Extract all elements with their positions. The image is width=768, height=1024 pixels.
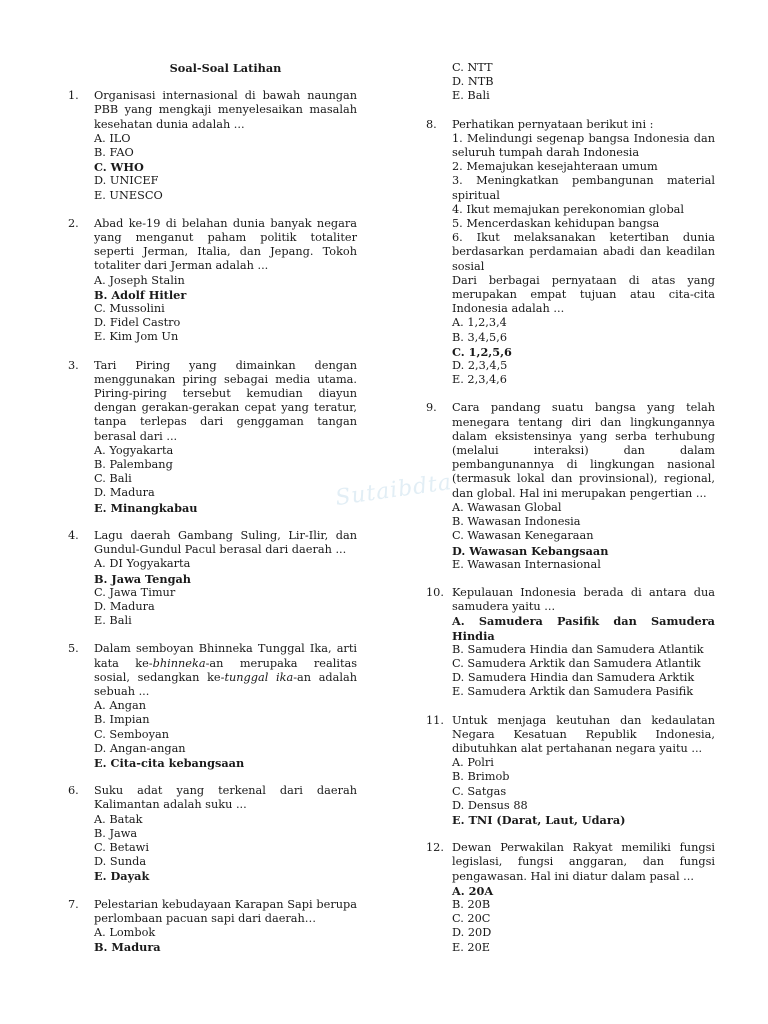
question-number: 10. <box>426 585 444 599</box>
question-1 <box>68 89 357 203</box>
question-number: 1. <box>68 89 79 103</box>
option-d: D. Fidel Castro <box>94 316 181 330</box>
option-d: D. Samudera Hindia dan Samudera Arktik <box>452 671 695 685</box>
statement-item: 5. Mencerdaskan kehidupan bangsa <box>452 217 660 231</box>
option-d: D. 2,3,4,5 <box>452 359 508 373</box>
question-3 <box>68 359 357 515</box>
option-d: D. Madura <box>94 486 155 500</box>
option-d: D. Densus 88 <box>452 798 528 812</box>
question-stem: Suku adat yang terkenal dari daerah Kalimantan adalah suku ... <box>94 784 357 812</box>
option-b: B. 20B <box>452 897 491 911</box>
page-title: Soal-Soal Latihan <box>169 61 282 75</box>
statement-item: 3. Meningkatkan pembangunan material spiritual <box>452 174 715 202</box>
option-c: C. 20C <box>452 912 491 926</box>
option-a: A. DI Yogyakarta <box>94 557 191 571</box>
option-e: E. Samudera Arktik dan Samudera Pasifik <box>452 685 694 699</box>
stem-text: -an adalah sebuah ... <box>94 670 358 698</box>
question-5 <box>68 642 357 770</box>
option-d: D. 20D <box>452 926 492 940</box>
question-number: 7. <box>68 897 79 911</box>
question-12 <box>426 841 715 955</box>
question-7 <box>68 898 357 955</box>
option-b: B. Brimob <box>452 770 510 784</box>
option-a-answer: A. 20A <box>452 883 494 898</box>
left-column <box>68 61 357 968</box>
question-4 <box>68 529 357 628</box>
option-c-answer: C. 1,2,5,6 <box>452 344 512 359</box>
option-e: E. Bali <box>94 614 132 628</box>
question-stem: Cara pandang suatu bangsa yang telah menegara tentang diri dan lingkungannya dalam eksistensinya yang serba terhubung (melalui interaksi) dan dalam pembangunannya di lingkungan nasional (termasuk lokal dan provinsional), regional, dan global. Hal ini merupakan pengertian ... <box>452 401 715 500</box>
option-c: C. Samudera Arktik dan Samudera Atlantik <box>452 656 701 670</box>
option-b: B. FAO <box>94 146 134 160</box>
option-a: A. 1,2,3,4 <box>452 316 507 330</box>
option-a: A. ILO <box>94 131 131 145</box>
option-b-answer: B. Madura <box>94 940 161 955</box>
question-6 <box>68 784 357 883</box>
option-b: B. Wawasan Indonesia <box>452 515 581 529</box>
option-c-answer: C. WHO <box>94 160 144 175</box>
option-a-answer: A. Samudera Pasifik dan Samudera Hindia <box>452 614 715 643</box>
option-c: C. NTT <box>452 61 493 74</box>
question-number: 6. <box>68 784 79 798</box>
option-b: B. Palembang <box>94 458 173 472</box>
option-c: C. Betawi <box>94 840 149 854</box>
question-stem: Untuk menjaga keutuhan dan kedaulatan Negara Kesatuan Republik Indonesia, dibutuhkan alat pertahanan negara yaitu ... <box>452 713 715 755</box>
option-e: E. UNESCO <box>94 188 163 202</box>
question-9 <box>426 401 715 571</box>
watermark: Sutaibdta <box>333 469 454 512</box>
question-number: 11. <box>426 713 444 727</box>
option-e: E. Bali <box>452 89 490 103</box>
option-e-answer: E. Dayak <box>94 869 150 884</box>
option-e-answer: E. TNI (Darat, Laut, Udara) <box>452 812 626 827</box>
question-stem: Abad ke-19 di belahan dunia banyak negara yang menganut paham politik totaliter seperti Jerman, Italia, dan Jepang. Tokoh totaliter dari Jerman adalah ... <box>94 216 357 273</box>
option-b: B. Samudera Hindia dan Samudera Atlantik <box>452 642 704 656</box>
question-7-continued <box>452 61 715 104</box>
question-number: 12. <box>426 841 444 855</box>
statement-item: 6. Ikut melaksanakan ketertiban dunia berdasarkan perdamaian abadi dan keadilan sosial <box>452 231 715 273</box>
question-stem: Kepulauan Indonesia berada di antara dua samudera yaitu ... <box>452 585 715 614</box>
option-b-answer: B. Adolf Hitler <box>94 287 187 302</box>
question-stem: Organisasi internasional di bawah naungan PBB yang mengkaji menyelesaikan masalah kesehatan dunia adalah ... <box>94 89 357 131</box>
question-11 <box>426 714 715 828</box>
option-a: A. Wawasan Global <box>452 500 562 514</box>
option-b: B. Jawa <box>94 826 138 840</box>
option-d: D. UNICEF <box>94 174 159 188</box>
statement-item: 2. Memajukan kesejahteraan umum <box>452 160 658 174</box>
option-a: A. Lombok <box>94 925 156 939</box>
question-10 <box>426 586 715 700</box>
question-stem: Lagu daerah Gambang Suling, Lir-Ilir, dan Gundul-Gundul Pacul berasal dari daerah ... <box>94 528 357 557</box>
question-number: 4. <box>68 528 79 542</box>
stem-term-tunggal-ika: tunggal ika <box>224 670 294 684</box>
question-number: 3. <box>68 358 79 372</box>
option-c: C. Satgas <box>452 784 507 798</box>
question-8 <box>426 118 715 388</box>
question-stem: Pelestarian kebudayaan Karapan Sapi berupa perlombaan pacuan sapi dari daerah… <box>94 897 357 925</box>
option-d: D. Sunda <box>94 855 147 869</box>
option-d: D. NTB <box>452 75 494 89</box>
question-number: 9. <box>426 401 437 415</box>
option-c: C. Wawasan Kenegaraan <box>452 529 594 543</box>
option-e-answer: E. Minangkabau <box>94 500 198 515</box>
question-stem: Dewan Perwakilan Rakyat memiliki fungsi legislasi, fungsi anggaran, dan fungsi pengawasan. Hal ini diatur dalam pasal ... <box>452 841 715 883</box>
option-a: A. Batak <box>94 812 143 826</box>
option-d-answer: D. Wawasan Kebangsaan <box>452 543 609 558</box>
option-a: A. Angan <box>94 699 147 713</box>
option-b: B. 3,4,5,6 <box>452 330 508 344</box>
option-e: E. Kim Jom Un <box>94 330 179 344</box>
option-d: D. Angan-angan <box>94 741 186 755</box>
option-c: C. Semboyan <box>94 727 169 741</box>
statement-item: 1. Melindungi segenap bangsa Indonesia dan seluruh tumpah darah Indonesia <box>452 131 715 160</box>
question-number: 8. <box>426 117 437 131</box>
question-stem <box>94 642 357 699</box>
statement-item: 4. Ikut memajukan perekonomian global <box>452 202 685 216</box>
option-e: E. 2,3,4,6 <box>452 373 507 387</box>
question-stem: Perhatikan pernyataan berikut ini : <box>452 117 654 131</box>
question-2 <box>68 217 357 345</box>
option-b-answer: B. Jawa Tengah <box>94 571 191 586</box>
question-stem: Tari Piring yang dimainkan dengan menggunakan piring sebagai media utama. Piring-piring tersebut kemudian diayun dengan gerakan-gerakan cepat yang teratur, tanpa terlepas dari genggaman tangan berasal dari ... <box>94 358 357 443</box>
right-column <box>426 61 715 969</box>
option-a: A. Yogyakarta <box>94 443 174 457</box>
stem-text: -an merupaka realitas sosial, sedangkan ke- <box>94 656 358 684</box>
option-b: B. Impian <box>94 713 150 727</box>
option-e: E. 20E <box>452 940 491 954</box>
question-stem-followup: Dari berbagai pernyataan di atas yang merupakan empat tujuan atau cita-cita Indonesia adalah ... <box>452 273 715 316</box>
option-e: E. Wawasan Internasional <box>452 557 601 571</box>
option-c: C. Bali <box>94 472 132 486</box>
question-number: 5. <box>68 642 79 656</box>
option-e-answer: E. Cita-cita kebangsaan <box>94 755 245 770</box>
question-number: 2. <box>68 216 79 230</box>
option-c: C. Mussolini <box>94 302 165 316</box>
option-d: D. Madura <box>94 599 155 613</box>
stem-text: Dalam semboyan Bhinneka Tunggal Ika, arti kata ke- <box>94 642 357 670</box>
stem-term-bhinneka: bhinneka <box>152 656 206 670</box>
option-a: A. Polri <box>452 756 494 770</box>
option-c: C. Jawa Timur <box>94 585 176 599</box>
option-a: A. Joseph Stalin <box>94 273 185 287</box>
